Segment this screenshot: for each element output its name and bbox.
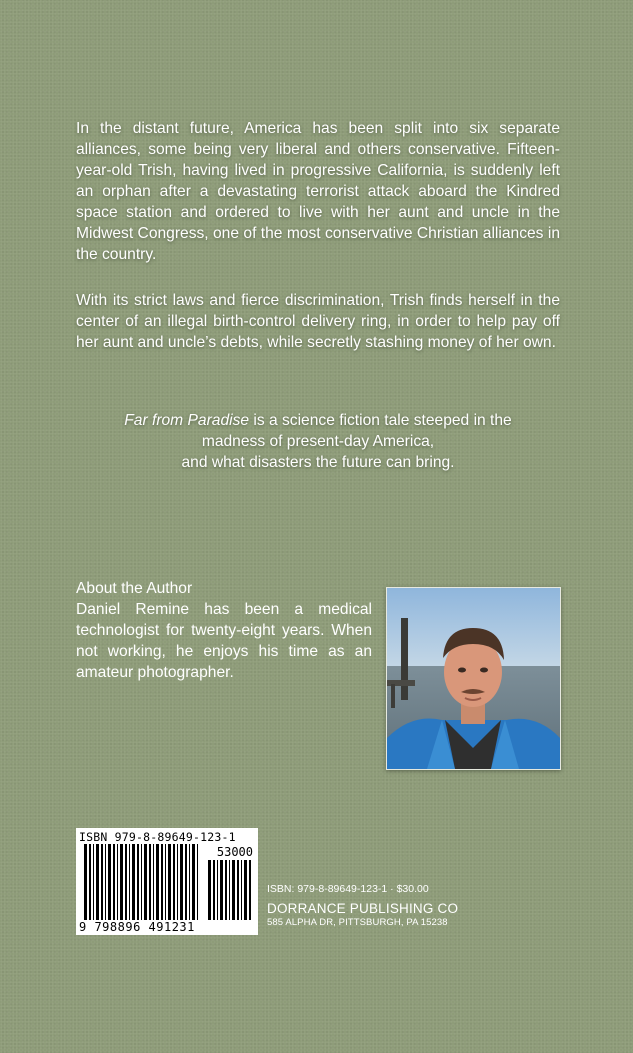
- tagline: [76, 410, 560, 473]
- tagline-line-1: [76, 410, 560, 431]
- tagline-line-3: and what disasters the future can bring.: [181, 454, 455, 471]
- author-bio: Daniel Remine has been a medical technologist for twenty-eight years. When not working, he enjoys his time as an amateur photographer.: [76, 601, 372, 681]
- blurb-paragraph-1: In the distant future, America has been split into six separate alliances, some being very liberal and others conservative. Fifteen-year-old Trish, having lived in progressive California, is suddenly left an orphan after a devastating terrorist attack aboard the Kindred space station and ordered to live with her aunt and uncle in the Midwest Congress, one of the most conservative Christian alliances in the country.: [76, 120, 560, 263]
- barcode-price-code: 53000: [216, 845, 253, 859]
- publisher-name: DORRANCE PUBLISHING CO: [267, 901, 459, 916]
- isbn-barcode: [76, 828, 258, 935]
- blurb-paragraph-2: With its strict laws and fierce discrimination, Trish finds herself in the center of an illegal birth-control delivery ring, in order to help pay off her aunt and uncle’s debts, while secretly stashing money of her own.: [76, 292, 560, 351]
- barcode-digits: 9 798896 491231: [79, 920, 195, 934]
- publisher-address: 585 ALPHA DR, PITTSBURGH, PA 15238: [267, 917, 448, 928]
- publisher-info: [267, 883, 458, 928]
- isbn-price: ISBN: 979-8-89649-123-1 · $30.00: [267, 883, 429, 895]
- tagline-line-1-rest: is a science fiction tale steeped in the: [249, 412, 512, 429]
- about-author-section: [76, 578, 372, 683]
- about-heading: About the Author: [76, 580, 193, 597]
- author-photo: [386, 587, 561, 770]
- barcode-isbn-label: ISBN 979-8-89649-123-1: [79, 830, 236, 844]
- book-title: Far from Paradise: [124, 412, 250, 429]
- tagline-line-2: madness of present-day America,: [201, 433, 435, 450]
